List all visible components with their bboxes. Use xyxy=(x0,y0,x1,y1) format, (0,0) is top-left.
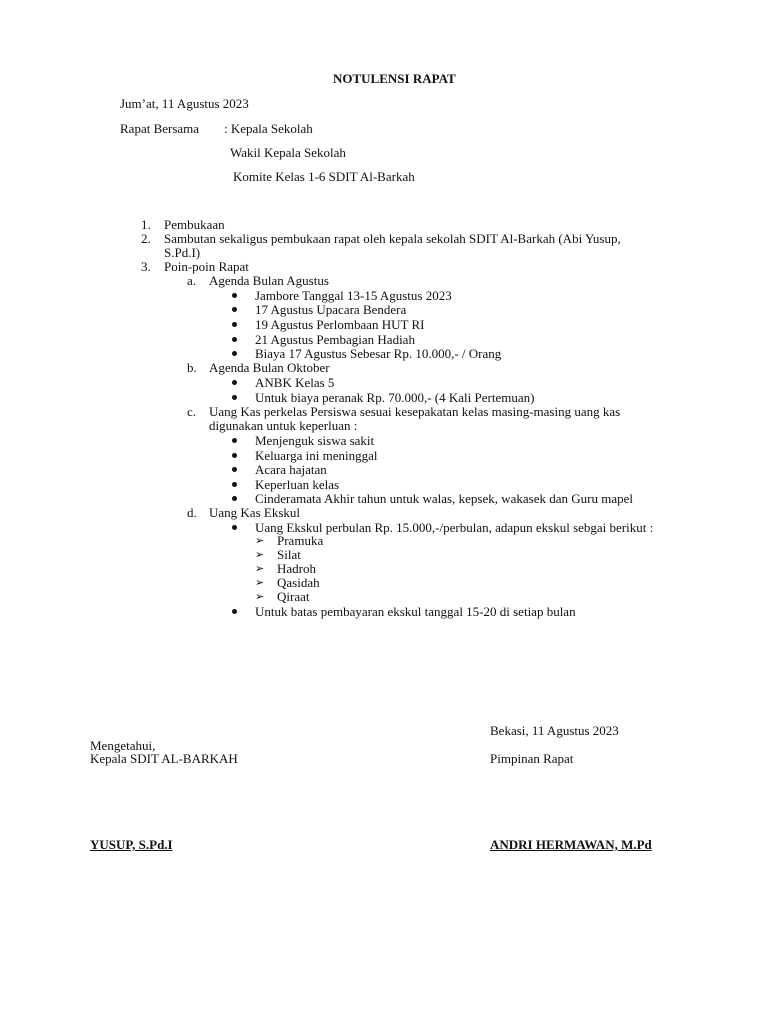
list-item: Uang Ekskul perbulan Rp. 15.000,-/perbulan, adapun ekskul sebgai berikut : xyxy=(255,520,654,535)
acknowledged-label: Mengetahui, xyxy=(90,738,156,753)
list-item: Menjenguk siswa sakit xyxy=(255,433,375,448)
agenda-item-1: Pembukaan xyxy=(164,217,225,232)
arrow-bullet-icon: ➢ xyxy=(255,534,265,547)
left-signer-role: Kepala SDIT AL-BARKAH xyxy=(90,751,238,766)
bullet-icon xyxy=(232,395,237,400)
agenda-num-1: 1. xyxy=(141,217,151,232)
section-title-b: Agenda Bulan Oktober xyxy=(209,360,330,375)
list-item: 19 Agustus Perlombaan HUT RI xyxy=(255,317,425,332)
list-item: Keluarga ini meninggal xyxy=(255,448,378,463)
arrow-bullet-icon: ➢ xyxy=(255,590,265,603)
bullet-icon xyxy=(232,482,237,487)
list-item: Untuk batas pembayaran ekskul tanggal 15-20 di setiap bulan xyxy=(255,604,576,619)
bullet-icon xyxy=(232,467,237,472)
list-item: Hadroh xyxy=(277,561,316,576)
participant-2: Wakil Kepala Sekolah xyxy=(230,145,346,160)
bullet-icon xyxy=(232,438,237,443)
arrow-bullet-icon: ➢ xyxy=(255,562,265,575)
bullet-icon xyxy=(232,293,237,298)
list-item: Jambore Tanggal 13-15 Agustus 2023 xyxy=(255,288,452,303)
participant-3: Komite Kelas 1-6 SDIT Al-Barkah xyxy=(233,169,415,184)
right-signer-name: ANDRI HERMAWAN, M.Pd xyxy=(490,837,652,852)
bullet-icon xyxy=(232,307,237,312)
list-item: Qasidah xyxy=(277,575,320,590)
place-date: Bekasi, 11 Agustus 2023 xyxy=(490,723,619,738)
document-title: NOTULENSI RAPAT xyxy=(333,71,456,86)
right-signer-role: Pimpinan Rapat xyxy=(490,751,574,766)
list-item: Untuk biaya peranak Rp. 70.000,- (4 Kali Pertemuan) xyxy=(255,390,535,405)
bullet-icon xyxy=(232,525,237,530)
participant-1: : Kepala Sekolah xyxy=(224,121,313,136)
bullet-icon xyxy=(232,380,237,385)
section-letter-d: d. xyxy=(187,505,197,520)
list-item: Acara hajatan xyxy=(255,462,327,477)
section-letter-a: a. xyxy=(187,273,197,288)
arrow-bullet-icon: ➢ xyxy=(255,576,265,589)
agenda-num-3: 3. xyxy=(141,259,151,274)
section-title-d: Uang Kas Ekskul xyxy=(209,505,300,520)
bullet-icon xyxy=(232,351,237,356)
list-item: 21 Agustus Pembagian Hadiah xyxy=(255,332,415,347)
meeting-label: Rapat Bersama xyxy=(120,121,200,136)
bullet-icon xyxy=(232,609,237,614)
list-item: ANBK Kelas 5 xyxy=(255,375,335,390)
list-item: 17 Agustus Upacara Bendera xyxy=(255,302,407,317)
section-title-a: Agenda Bulan Agustus xyxy=(209,273,329,288)
bullet-icon xyxy=(232,496,237,501)
agenda-item-2-cont: S.Pd.I) xyxy=(164,245,201,260)
bullet-icon xyxy=(232,322,237,327)
list-item: Silat xyxy=(277,547,301,562)
bullet-icon xyxy=(232,337,237,342)
section-title-c: Uang Kas perkelas Persiswa sesuai kesepakatan kelas masing-masing uang kas xyxy=(209,404,621,419)
arrow-bullet-icon: ➢ xyxy=(255,548,265,561)
bullet-icon xyxy=(232,453,237,458)
list-item: Keperluan kelas xyxy=(255,477,340,492)
section-title-c-cont: digunakan untuk keperluan : xyxy=(209,418,358,433)
agenda-item-3: Poin-poin Rapat xyxy=(164,259,249,274)
section-letter-b: b. xyxy=(187,360,197,375)
section-letter-c: c. xyxy=(187,404,197,419)
agenda-num-2: 2. xyxy=(141,231,151,246)
list-item: Pramuka xyxy=(277,533,324,548)
list-item: Qiraat xyxy=(277,589,310,604)
meeting-date: Jum’at, 11 Agustus 2023 xyxy=(120,96,249,111)
list-item: Biaya 17 Agustus Sebesar Rp. 10.000,- / Orang xyxy=(255,346,502,361)
list-item: Cinderamata Akhir tahun untuk walas, kepsek, wakasek dan Guru mapel xyxy=(255,491,633,506)
agenda-item-2: Sambutan sekaligus pembukaan rapat oleh kepala sekolah SDIT Al-Barkah (Abi Yusup, xyxy=(164,231,621,246)
left-signer-name: YUSUP, S.Pd.I xyxy=(90,837,173,852)
